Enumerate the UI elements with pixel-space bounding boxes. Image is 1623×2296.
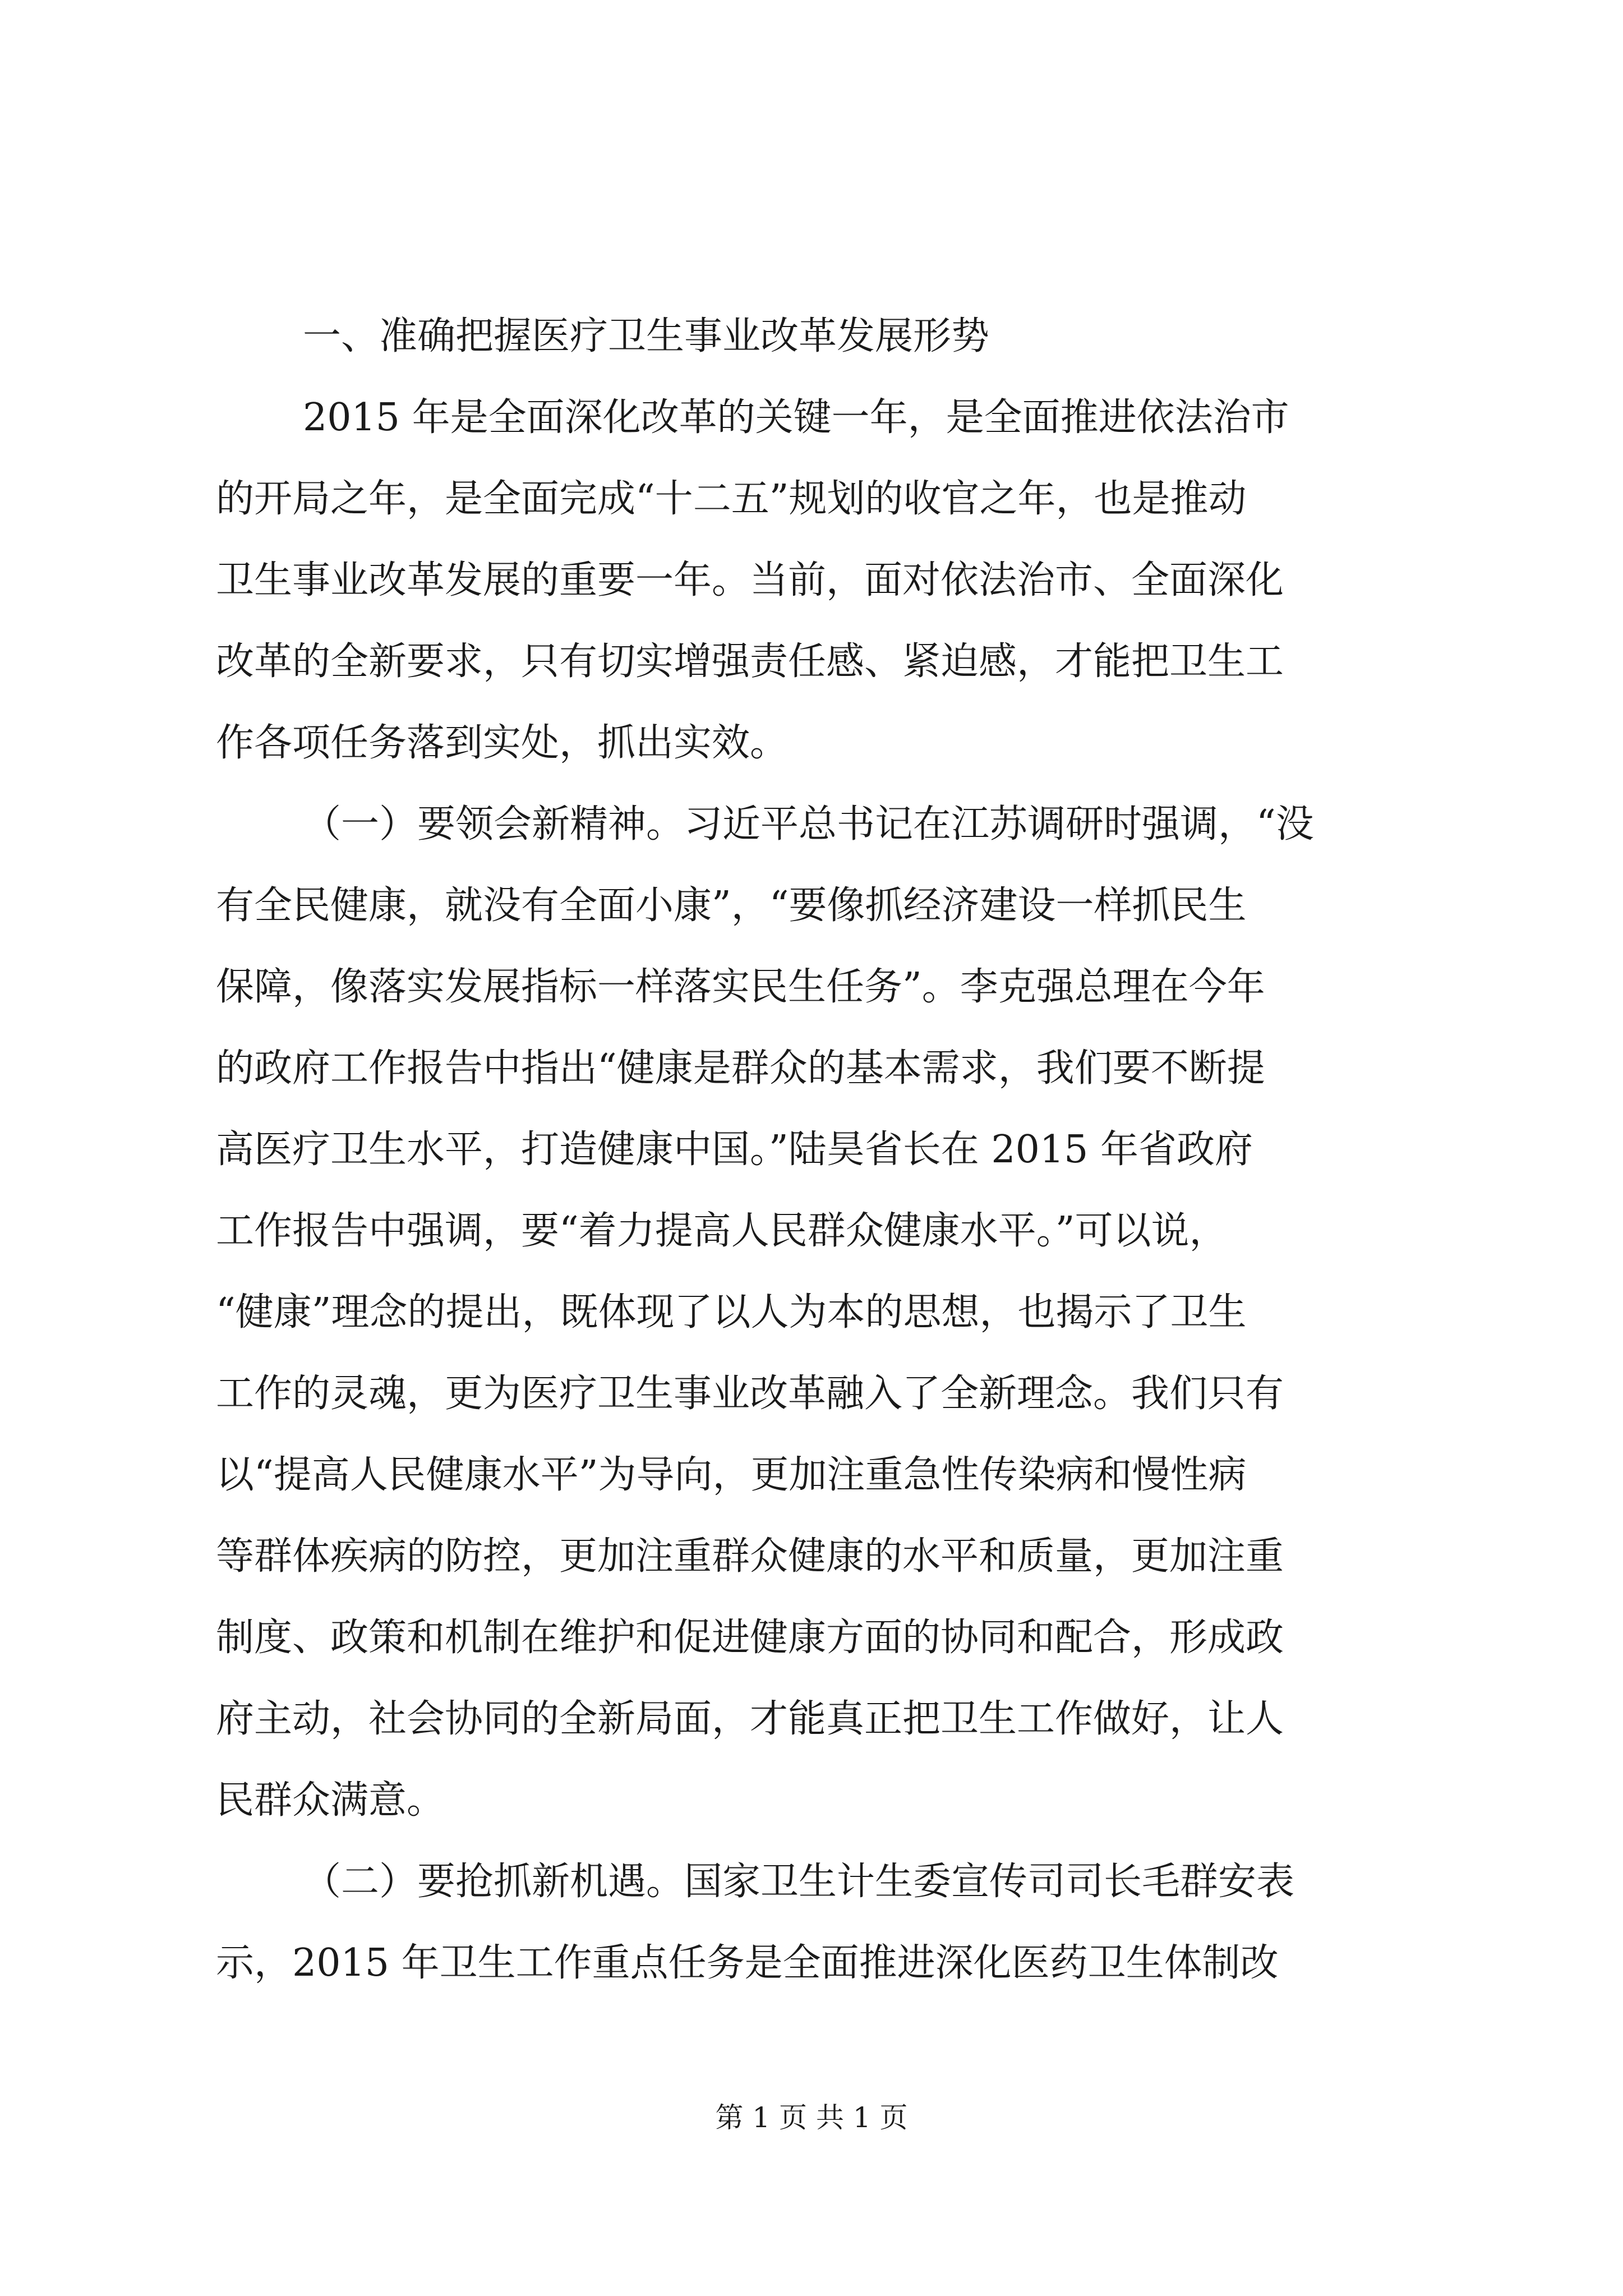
page-number-footer: 第 1 页 共 1 页 [715,2101,908,2134]
paragraph-line: 有全民健康，就没有全面小康”，“要像抓经济建设一样抓民生 [216,884,1247,928]
paragraph-line: “健康”理念的提出，既体现了以人为本的思想，也揭示了卫生 [216,1290,1247,1335]
paragraph-line: 作各项任务落到实处，抓出实效。 [216,721,789,765]
paragraph-line: 的政府工作报告中指出“健康是群众的基本需求，我们要不断提 [216,1046,1265,1091]
paragraph-line: 改革的全新要求，只有切实增强责任感、紧迫感，才能把卫生工 [216,639,1284,684]
paragraph-line: 高医疗卫生水平，打造健康中国。”陆昊省长在 2015 年省政府 [216,1128,1253,1172]
paragraph-line: 2015 年是全面深化改革的关键一年，是全面推进依法治市 [303,395,1289,440]
section-heading: 一、准确把握医疗卫生事业改革发展形势 [303,314,990,358]
paragraph-line: 府主动，社会协同的全新局面，才能真正把卫生工作做好，让人 [216,1697,1284,1741]
paragraph-line: （一）要领会新精神。习近平总书记在江苏调研时强调，“没 [303,802,1314,846]
paragraph-line: 以“提高人民健康水平”为导向，更加注重急性传染病和慢性病 [216,1453,1247,1497]
paragraph-line: 等群体疾病的防控，更加注重群众健康的水平和质量，更加注重 [216,1534,1284,1579]
paragraph-line: 制度、政策和机制在维护和促进健康方面的协同和配合，形成政 [216,1616,1284,1660]
paragraph-line: 民群众满意。 [216,1778,445,1823]
paragraph-line: （二）要抢抓新机遇。国家卫生计生委宣传司司长毛群安表 [303,1860,1295,1904]
paragraph-line: 示，2015 年卫生工作重点任务是全面推进深化医药卫生体制改 [216,1941,1279,1985]
paragraph-line: 工作的灵魂，更为医疗卫生事业改革融入了全新理念。我们只有 [216,1372,1284,1416]
paragraph-line: 的开局之年，是全面完成“十二五”规划的收官之年，也是推动 [216,477,1247,521]
paragraph-line: 工作报告中强调，要“着力提高人民群众健康水平。”可以说， [216,1209,1228,1253]
paragraph-line: 卫生事业改革发展的重要一年。当前，面对依法治市、全面深化 [216,558,1284,602]
paragraph-line: 保障，像落实发展指标一样落实民生任务”。李克强总理在今年 [216,965,1265,1009]
